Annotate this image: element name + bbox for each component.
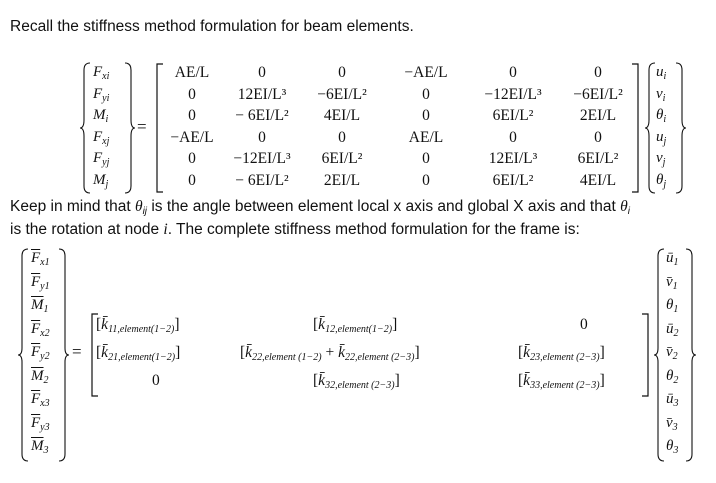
beam-matrix-cell: 0 [338,128,346,146]
beam-lhs-entry: $F_{yi}$ [93,85,110,104]
beam-matrix-cell: 0 [422,107,430,124]
frame-lhs-entry: $\overline{F}_{x3}$ [31,391,50,409]
beam-matrix-cell: 6EI/L² [577,150,619,167]
frame-lhs-entry: $\overline{F}_{y2}$ [31,344,50,362]
frame-lhs-entry: $\overline{F}_{y3}$ [31,414,50,433]
frame-rhs-entry: $\theta_1$ [666,297,679,315]
beam-rhs-entry: $v_i$ [656,85,666,104]
beam-lhs-entry: $M_i$ [93,107,109,125]
frame-lhs-entry: $\overline{M}_1$ [31,297,49,315]
frame-lhs-entry: $\overline{M}_3$ [31,438,49,456]
frame-k11: [k̄11,element(1−2)] [96,316,180,335]
beam-lhs-right-brace [123,62,135,194]
beam-matrix-cell: 0 [188,107,196,124]
intro-text: Recall the stiffness method formulation for beam elements. [10,18,414,35]
frame-rhs-entry: $\theta_3$ [666,438,679,456]
frame-lhs-entry: $\overline{M}_2$ [31,367,49,386]
frame-k13-zero: 0 [580,316,588,333]
beam-rhs-entry: $u_i$ [656,64,667,82]
beam-rhs-right-brace [674,62,686,194]
frame-k12: [k̄12,element(1−2)] [313,316,398,335]
beam-matrix-cell: 0 [338,64,346,81]
beam-matrix-cell: −12EI/L³ [233,150,291,167]
beam-matrix-cell: 0 [422,150,430,167]
frame-lhs-entry: $\overline{F}_{x1}$ [31,250,50,268]
beam-matrix-cell: − 6EI/L² [235,171,289,189]
frame-rhs-left-brace [654,248,666,462]
frame-k23: [k̄23,element (2−3)] [518,344,605,363]
beam-matrix-cell: 2EI/L [323,171,361,189]
beam-matrix-cell: AE/L [174,64,210,81]
beam-matrix-cell: 12EI/L³ [237,85,287,103]
frame-k33: [k̄33,element (2−3)] [518,372,605,391]
beam-matrix-cell: 2EI/L [579,107,617,124]
frame-rhs-entry: $v̄_3$ [666,414,678,433]
frame-rhs-entry: $ū_3$ [666,391,679,409]
frame-k22: [k̄22,element (1−2) + k̄22,element (2−3)] [240,344,420,363]
beam-lhs-left-brace [80,62,92,194]
beam-matrix-cell: − 6EI/L² [235,107,289,124]
beam-matrix-cell: 0 [422,171,430,189]
beam-matrix-cell: 0 [509,128,517,146]
beam-matrix-right-bracket [630,63,640,193]
beam-matrix-cell: 0 [188,171,196,189]
beam-matrix-cell: 0 [594,64,602,81]
beam-rhs-entry: $u_j$ [656,128,667,147]
frame-lhs-entry: $\overline{F}_{y1}$ [31,273,50,292]
frame-rhs-right-brace [684,248,696,462]
frame-rhs-entry: $\theta_2$ [666,367,679,386]
beam-matrix-cell: 6EI/L² [492,171,534,189]
frame-lhs-entry: $\overline{F}_{x2}$ [31,320,50,339]
beam-matrix-cell: −AE/L [404,64,448,81]
beam-matrix-cell: 0 [188,150,196,167]
frame-rhs-entry: $v̄_1$ [666,273,678,292]
frame-rhs-entry: $ū_1$ [666,250,679,268]
beam-lhs-entry: $F_{xj}$ [93,128,110,147]
beam-rhs-entry: $\theta_i$ [656,107,667,125]
beam-matrix-cell: 0 [594,128,602,146]
frame-rhs-entry: $v̄_2$ [666,344,678,362]
beam-matrix-cell: 6EI/L² [492,107,534,124]
beam-matrix-cell: −6EI/L² [317,85,367,103]
frame-k21: [k̄21,element(1−2)] [96,344,181,363]
beam-matrix-cell: 0 [509,64,517,81]
beam-matrix-cell: 0 [258,128,266,146]
beam-matrix-cell: AE/L [408,128,444,146]
beam-matrix-cell: 4EI/L [323,107,361,124]
beam-rhs-entry: $\theta_j$ [656,171,667,190]
beam-rhs-entry: $v_j$ [656,150,666,168]
beam-matrix-cell: 4EI/L [579,171,617,189]
beam-matrix-cell: −6EI/L² [573,85,623,103]
beam-matrix-cell: 0 [422,85,430,103]
frame-rhs-entry: $ū_2$ [666,320,679,339]
frame-equals: = [72,342,82,361]
beam-matrix-left-bracket [155,63,165,193]
frame-k32: [k̄32,element (2−3)] [313,372,400,391]
beam-lhs-entry: $M_j$ [93,171,109,190]
beam-equals: = [137,117,147,136]
beam-lhs-entry: $F_{yj}$ [93,150,110,168]
beam-matrix-cell: 12EI/L³ [488,150,538,167]
beam-matrix-cell: 6EI/L² [321,150,363,167]
frame-lhs-left-brace [18,248,30,462]
beam-lhs-entry: $F_{xi}$ [93,64,110,82]
note-line-1: Keep in mind that θij is the angle between element local x axis and global X axis and that θi [10,198,630,217]
frame-lhs-right-brace [57,248,69,462]
beam-matrix-cell: 0 [258,64,266,81]
beam-matrix-cell: −AE/L [170,128,214,146]
beam-matrix-cell: −12EI/L³ [484,85,542,103]
frame-matrix-right-bracket [640,313,650,397]
beam-matrix-cell: 0 [188,85,196,103]
note-line-2: is the rotation at node i. The complete stiffness method formulation for the frame is: [10,221,580,238]
frame-k31-zero: 0 [152,372,160,389]
